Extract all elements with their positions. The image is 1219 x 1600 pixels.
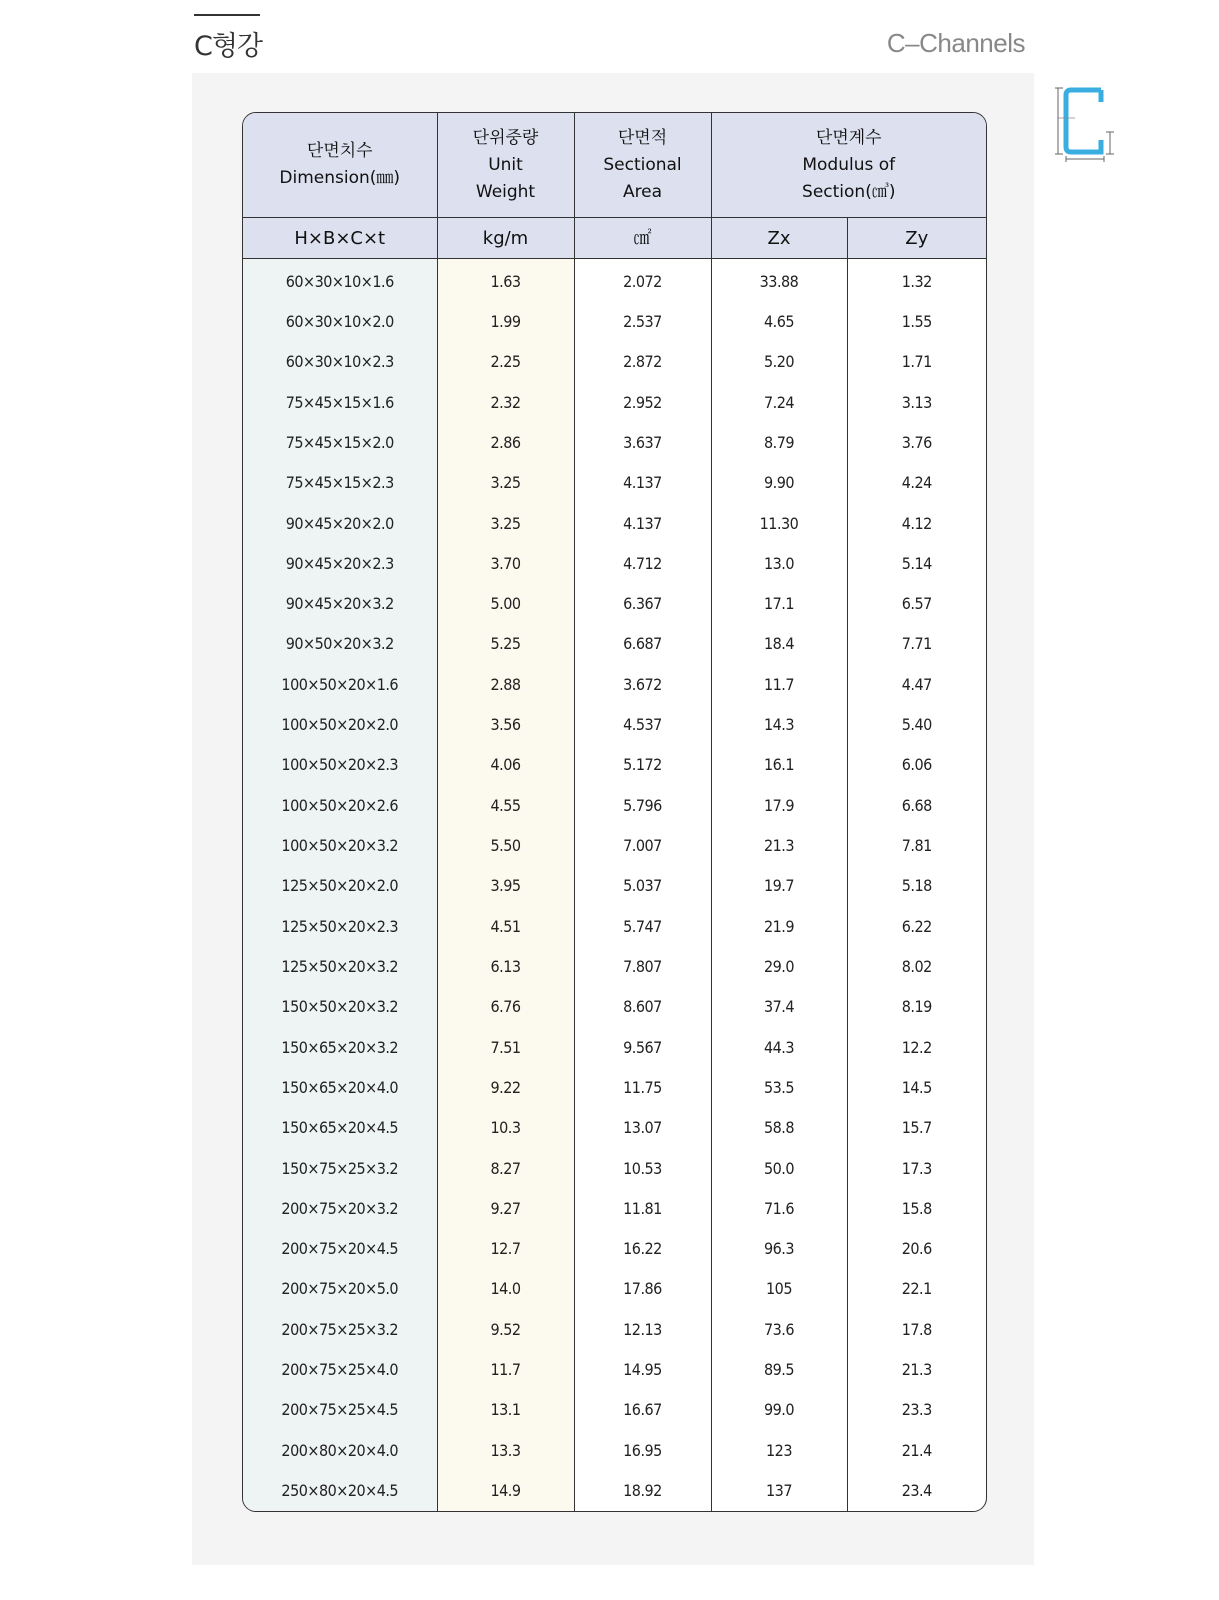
page-title-english: C–Channels [886, 28, 1025, 58]
cell-area: 5.172 [574, 745, 711, 785]
cell-zx: 50.0 [711, 1148, 847, 1188]
cell-zx: 33.88 [711, 259, 847, 302]
cell-weight: 3.56 [437, 704, 574, 744]
cell-zx: 137 [711, 1470, 847, 1511]
table-row [243, 906, 986, 946]
cell-zy: 15.7 [901, 1118, 932, 1138]
cell-weight: 13.3 [437, 1430, 574, 1470]
table-row [243, 1390, 986, 1430]
cell-weight: 5.00 [437, 584, 574, 624]
table-row [243, 1067, 986, 1107]
table-row [243, 1188, 986, 1228]
header-modulus-ko: 단면계수 [815, 127, 882, 148]
c-channel-section-icon [1055, 84, 1115, 164]
table-row [243, 1349, 986, 1389]
cell-weight: 9.22 [437, 1067, 574, 1107]
cell-zx: 11.30 [711, 503, 847, 543]
cell-zy: 1.55 [901, 311, 932, 331]
cell-dimension: 150×75×25×3.2 [243, 1148, 437, 1188]
unit-zx: Zx [711, 218, 847, 259]
cell-zx: 44.3 [711, 1027, 847, 1067]
cell-zy: 1.32 [901, 271, 932, 291]
cell-zy: 20.6 [901, 1239, 932, 1259]
table-row [243, 624, 986, 664]
cell-area: 4.137 [574, 463, 711, 503]
cell-zx: 53.5 [711, 1067, 847, 1107]
cell-dimension: 75×45×15×1.6 [243, 382, 437, 422]
cell-zx: 37.4 [711, 987, 847, 1027]
cell-zy: 8.19 [901, 997, 932, 1017]
table-row [243, 259, 986, 302]
cell-dimension: 100×50×20×2.3 [243, 745, 437, 785]
cell-zy: 5.18 [901, 876, 932, 896]
cell-zx: 99.0 [711, 1390, 847, 1430]
cell-weight: 6.76 [437, 987, 574, 1027]
unit-weight: kg/m [437, 218, 574, 259]
cell-zx: 29.0 [711, 946, 847, 986]
cell-zx: 8.79 [711, 422, 847, 462]
cell-zx: 105 [711, 1269, 847, 1309]
cell-zy: 5.14 [901, 553, 932, 573]
cell-zx: 19.7 [711, 866, 847, 906]
table-row [243, 704, 986, 744]
cell-area: 5.796 [574, 785, 711, 825]
cell-area: 2.872 [574, 342, 711, 382]
cell-dimension: 100×50×20×1.6 [243, 664, 437, 704]
cell-area: 6.367 [574, 584, 711, 624]
cell-dimension: 150×50×20×3.2 [243, 987, 437, 1027]
header-weight-en1: Unit [488, 154, 523, 175]
cell-area: 2.952 [574, 382, 711, 422]
cell-dimension: 125×50×20×3.2 [243, 946, 437, 986]
cell-weight: 14.0 [437, 1269, 574, 1309]
cell-zx: 7.24 [711, 382, 847, 422]
cell-area: 17.86 [574, 1269, 711, 1309]
cell-weight: 1.63 [437, 259, 574, 302]
cell-zy: 6.68 [901, 795, 932, 815]
unit-dimension: H×B×C×t [243, 218, 437, 259]
table-row [243, 1027, 986, 1067]
cell-dimension: 250×80×20×4.5 [243, 1470, 437, 1511]
cell-area: 3.672 [574, 664, 711, 704]
cell-dimension: 100×50×20×3.2 [243, 825, 437, 865]
table-row [243, 1229, 986, 1269]
cell-zx: 17.9 [711, 785, 847, 825]
cell-weight: 1.99 [437, 301, 574, 341]
cell-zy: 7.81 [901, 836, 932, 856]
table-row [243, 946, 986, 986]
cell-area: 4.712 [574, 543, 711, 583]
table-row [243, 543, 986, 583]
table-row [243, 785, 986, 825]
cell-area: 8.607 [574, 987, 711, 1027]
header-weight-ko: 단위중량 [472, 127, 539, 148]
cell-weight: 3.95 [437, 866, 574, 906]
table-row [243, 1108, 986, 1148]
header-dimension-en: Dimension(㎜) [279, 168, 401, 188]
cell-area: 3.637 [574, 422, 711, 462]
cell-dimension: 150×65×20×4.5 [243, 1108, 437, 1148]
cell-weight: 10.3 [437, 1108, 574, 1148]
cell-zx: 21.9 [711, 906, 847, 946]
header-modulus-en1: Modulus of [802, 154, 896, 175]
cell-weight: 2.88 [437, 664, 574, 704]
cell-area: 14.95 [574, 1349, 711, 1389]
unit-area: ㎠ [574, 218, 711, 259]
header-area-en2: Area [622, 181, 663, 202]
cell-dimension: 125×50×20×2.0 [243, 866, 437, 906]
cell-dimension: 200×75×25×4.5 [243, 1390, 437, 1430]
cell-zy: 21.3 [901, 1360, 932, 1380]
cell-zy: 23.4 [901, 1481, 932, 1501]
cell-zy: 21.4 [901, 1440, 932, 1460]
table-row [243, 1269, 986, 1309]
cell-area: 16.67 [574, 1390, 711, 1430]
cell-area: 16.22 [574, 1229, 711, 1269]
cell-dimension: 150×65×20×4.0 [243, 1067, 437, 1107]
cell-weight: 7.51 [437, 1027, 574, 1067]
cell-dimension: 90×50×20×3.2 [243, 624, 437, 664]
table-row [243, 584, 986, 624]
cell-zx: 18.4 [711, 624, 847, 664]
cell-area: 6.687 [574, 624, 711, 664]
cell-area: 18.92 [574, 1470, 711, 1511]
cell-zy: 3.13 [901, 392, 932, 412]
cell-zy: 6.22 [901, 916, 932, 936]
cell-dimension: 90×45×20×3.2 [243, 584, 437, 624]
table-row [243, 382, 986, 422]
cell-weight: 2.32 [437, 382, 574, 422]
cell-weight: 9.52 [437, 1309, 574, 1349]
cell-dimension: 125×50×20×2.3 [243, 906, 437, 946]
cell-zy: 23.3 [901, 1400, 932, 1420]
table-body [243, 259, 986, 1512]
cell-zy: 17.3 [901, 1158, 932, 1178]
cell-weight: 2.86 [437, 422, 574, 462]
cell-zx: 123 [711, 1430, 847, 1470]
cell-area: 5.747 [574, 906, 711, 946]
cell-zy: 5.40 [901, 715, 932, 735]
cell-weight: 5.25 [437, 624, 574, 664]
cell-zy: 3.76 [901, 432, 932, 452]
table-row [243, 342, 986, 382]
cell-weight: 5.50 [437, 825, 574, 865]
cell-weight: 3.25 [437, 463, 574, 503]
cell-area: 12.13 [574, 1309, 711, 1349]
cell-weight: 4.51 [437, 906, 574, 946]
table-row [243, 503, 986, 543]
cell-area: 2.537 [574, 301, 711, 341]
cell-zx: 58.8 [711, 1108, 847, 1148]
table-row [243, 987, 986, 1027]
cell-zx: 16.1 [711, 745, 847, 785]
header-weight-en2: Weight [475, 181, 536, 202]
cell-weight: 8.27 [437, 1148, 574, 1188]
cell-area: 7.007 [574, 825, 711, 865]
table-row [243, 1470, 986, 1511]
cell-weight: 14.9 [437, 1470, 574, 1511]
cell-weight: 9.27 [437, 1188, 574, 1228]
cell-zx: 11.7 [711, 664, 847, 704]
table-row [243, 1309, 986, 1349]
cell-zy: 6.57 [901, 594, 932, 614]
cell-dimension: 150×65×20×3.2 [243, 1027, 437, 1067]
unit-zy: Zy [847, 218, 986, 259]
cell-dimension: 200×75×25×4.0 [243, 1349, 437, 1389]
cell-area: 10.53 [574, 1148, 711, 1188]
table-row [243, 1148, 986, 1188]
cell-zy: 7.71 [901, 634, 932, 654]
cell-weight: 2.25 [437, 342, 574, 382]
cell-zx: 96.3 [711, 1229, 847, 1269]
cell-weight: 4.55 [437, 785, 574, 825]
header-modulus-en2: Section(㎤) [802, 181, 896, 202]
cell-area: 5.037 [574, 866, 711, 906]
cell-zy: 15.8 [901, 1198, 932, 1218]
cell-zy: 4.47 [901, 674, 932, 694]
cell-dimension: 200×75×20×5.0 [243, 1269, 437, 1309]
header-dimension-ko: 단면치수 [306, 141, 373, 161]
table-row [243, 422, 986, 462]
table-row [243, 866, 986, 906]
cell-weight: 13.1 [437, 1390, 574, 1430]
table-row [243, 664, 986, 704]
cell-area: 2.072 [574, 259, 711, 302]
cell-zy: 12.2 [901, 1037, 932, 1057]
cell-area: 9.567 [574, 1027, 711, 1067]
cell-weight: 3.25 [437, 503, 574, 543]
cell-zx: 4.65 [711, 301, 847, 341]
header-area-en1: Sectional [603, 154, 682, 175]
cell-zy: 6.06 [901, 755, 932, 775]
cell-weight: 4.06 [437, 745, 574, 785]
table-row [243, 301, 986, 341]
cell-dimension: 60×30×10×2.0 [243, 301, 437, 341]
table-row [243, 1430, 986, 1470]
cell-weight: 6.13 [437, 946, 574, 986]
cell-area: 4.137 [574, 503, 711, 543]
cell-zx: 14.3 [711, 704, 847, 744]
cell-dimension: 60×30×10×2.3 [243, 342, 437, 382]
cell-zx: 5.20 [711, 342, 847, 382]
cell-area: 16.95 [574, 1430, 711, 1470]
cell-zx: 13.0 [711, 543, 847, 583]
cell-zy: 8.02 [901, 956, 932, 976]
cell-zy: 17.8 [901, 1319, 932, 1339]
cell-area: 11.75 [574, 1067, 711, 1107]
cell-zx: 17.1 [711, 584, 847, 624]
c-channel-spec-table [242, 112, 987, 1512]
cell-zx: 73.6 [711, 1309, 847, 1349]
cell-dimension: 75×45×15×2.0 [243, 422, 437, 462]
cell-zy: 1.71 [901, 352, 932, 372]
cell-area: 13.07 [574, 1108, 711, 1148]
header-dimension [243, 113, 437, 218]
cell-dimension: 200×75×20×4.5 [243, 1229, 437, 1269]
cell-dimension: 90×45×20×2.3 [243, 543, 437, 583]
cell-zy: 4.12 [901, 513, 932, 533]
header-modulus [711, 113, 986, 218]
cell-dimension: 100×50×20×2.6 [243, 785, 437, 825]
cell-dimension: 200×75×20×3.2 [243, 1188, 437, 1228]
cell-weight: 12.7 [437, 1229, 574, 1269]
cell-zx: 71.6 [711, 1188, 847, 1228]
header-area [574, 113, 711, 218]
cell-zx: 89.5 [711, 1349, 847, 1389]
cell-dimension: 200×75×25×3.2 [243, 1309, 437, 1349]
cell-weight: 3.70 [437, 543, 574, 583]
page-title-korean: C형강 [194, 31, 263, 62]
table-row [243, 745, 986, 785]
cell-zx: 21.3 [711, 825, 847, 865]
cell-area: 11.81 [574, 1188, 711, 1228]
cell-area: 7.807 [574, 946, 711, 986]
cell-zx: 9.90 [711, 463, 847, 503]
table-row [243, 463, 986, 503]
cell-area: 4.537 [574, 704, 711, 744]
cell-dimension: 60×30×10×1.6 [243, 259, 437, 302]
cell-dimension: 100×50×20×2.0 [243, 704, 437, 744]
table-row [243, 825, 986, 865]
cell-zy: 22.1 [901, 1279, 932, 1299]
cell-weight: 11.7 [437, 1349, 574, 1389]
cell-zy: 14.5 [901, 1077, 932, 1097]
cell-dimension: 200×80×20×4.0 [243, 1430, 437, 1470]
header-weight [437, 113, 574, 218]
cell-dimension: 90×45×20×2.0 [243, 503, 437, 543]
header-area-ko: 단면적 [617, 127, 668, 148]
title-rule [194, 14, 260, 16]
cell-dimension: 75×45×15×2.3 [243, 463, 437, 503]
cell-zy: 4.24 [901, 473, 932, 493]
